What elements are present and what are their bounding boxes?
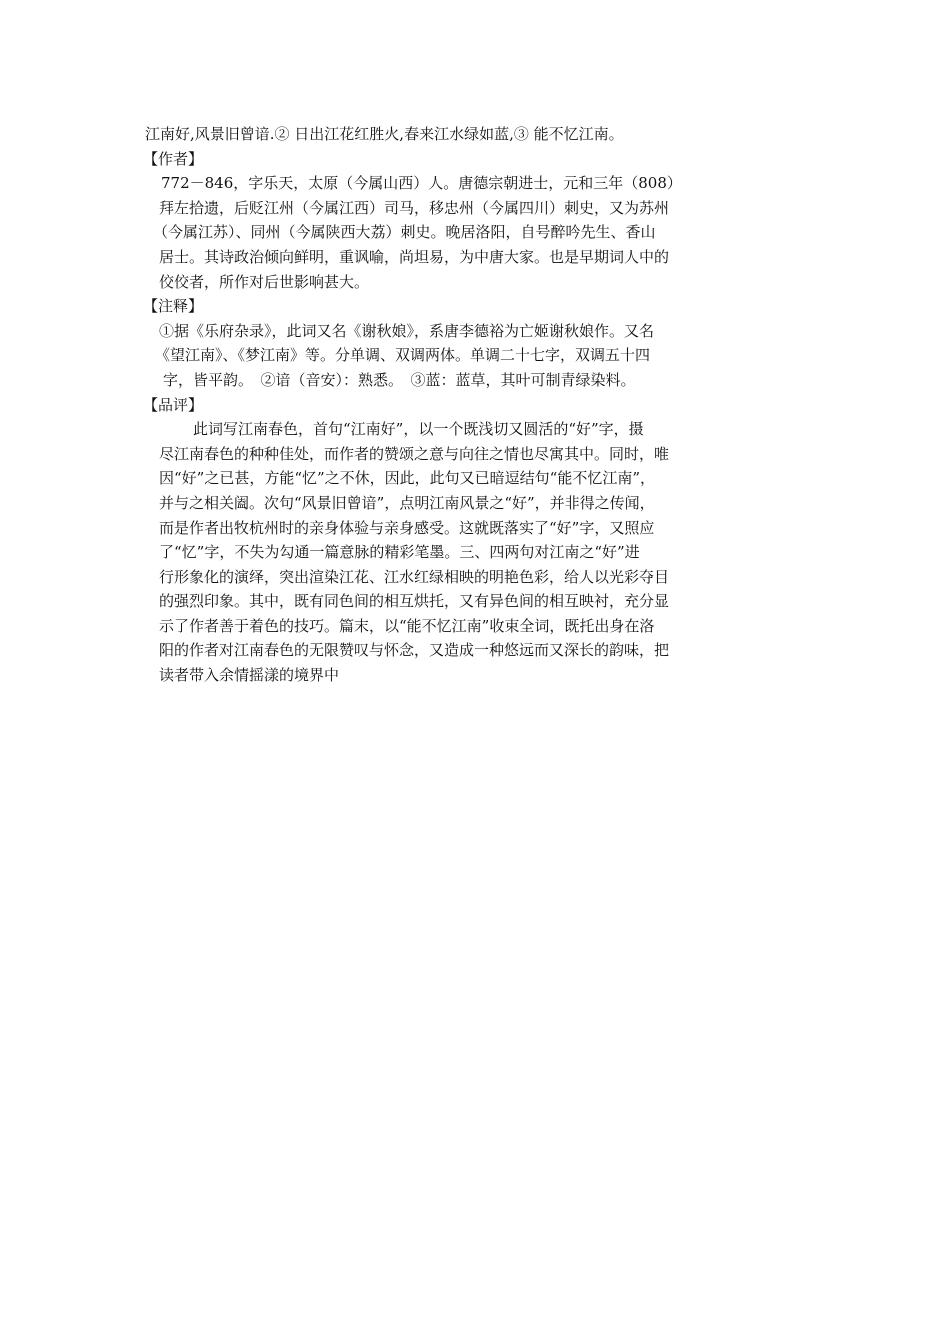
review-line: 此词写江南春色，首句“江南好”，以一个既浅切又圆活的“好”字，摄 [193, 420, 644, 439]
review-line: 了“忆”字，不失为勾通一篇意脉的精彩笔墨。三、四两句对江南之“好”进 [159, 543, 640, 562]
review-line: 示了作者善于着色的技巧。篇末，以“能不忆江南”收束全词，既托出身在洛 [159, 616, 655, 635]
notes-line: 《望江南》、《梦江南》等。分单调、双调两体。单调二十七字，双调五十四 [155, 346, 651, 365]
author-line: 772－846，字乐天，太原（今属山西）人。唐德宗朝进士，元和三年（808） [161, 174, 682, 193]
notes-line: ①据《乐府杂录》，此词又名《谢秋娘》，系唐李德裕为亡姬谢秋娘作。又名 [159, 321, 655, 340]
author-line: （今属江苏）、同州（今属陕西大荔）刺史。晚居洛阳，自号醉吟先生、香山 [153, 223, 656, 242]
author-heading: 【作者】 [143, 149, 204, 168]
notes-heading: 【注释】 [143, 297, 204, 316]
review-heading: 【品评】 [143, 395, 204, 414]
notes-line: 字，皆平韵。 ②谙（音安）：熟悉。 ③蓝：蓝草，其叶可制青绿染料。 [163, 370, 636, 389]
review-line: 因“好”之已甚，方能“忆”之不休，因此，此句又已暗逗结句“能不忆江南”， [159, 469, 656, 488]
review-line: 而是作者出牧杭州时的亲身体验与亲身感受。这就既落实了“好”字，又照应 [159, 518, 655, 537]
document-body [143, 122, 763, 688]
review-line: 行形象化的演绎，突出渲染江花、江水红绿相映的明艳色彩，给人以光彩夺目 [159, 567, 670, 586]
poem-text: 江南好,风景旧曾谙.② 日出江花红胜火,春来江水绿如蓝,③ 能不忆江南。 [145, 125, 624, 143]
review-line: 并与之相关阖。次句“风景旧曾谙”，点明江南风景之“好”，并非得之传闻， [159, 493, 655, 512]
author-line: 居士。其诗政治倾向鲜明，重讽喻，尚坦易，为中唐大家。也是早期词人中的 [159, 247, 670, 266]
review-line: 尽江南春色的种种佳处，而作者的赞颂之意与向往之情也尽寓其中。同时，唯 [159, 444, 670, 463]
author-line: 拜左拾遗，后贬江州（今属江西）司马，移忠州（今属四川）刺史，又为苏州 [159, 198, 670, 217]
review-line: 阳的作者对江南春色的无限赞叹与怀念，又造成一种悠远而又深长的韵味，把 [159, 641, 670, 660]
review-line: 的强烈印象。其中，既有同色间的相互烘托，又有异色间的相互映衬，充分显 [159, 592, 670, 611]
author-line: 佼佼者，所作对后世影响甚大。 [159, 272, 370, 291]
review-line: 读者带入余情摇漾的境界中 [159, 666, 340, 685]
